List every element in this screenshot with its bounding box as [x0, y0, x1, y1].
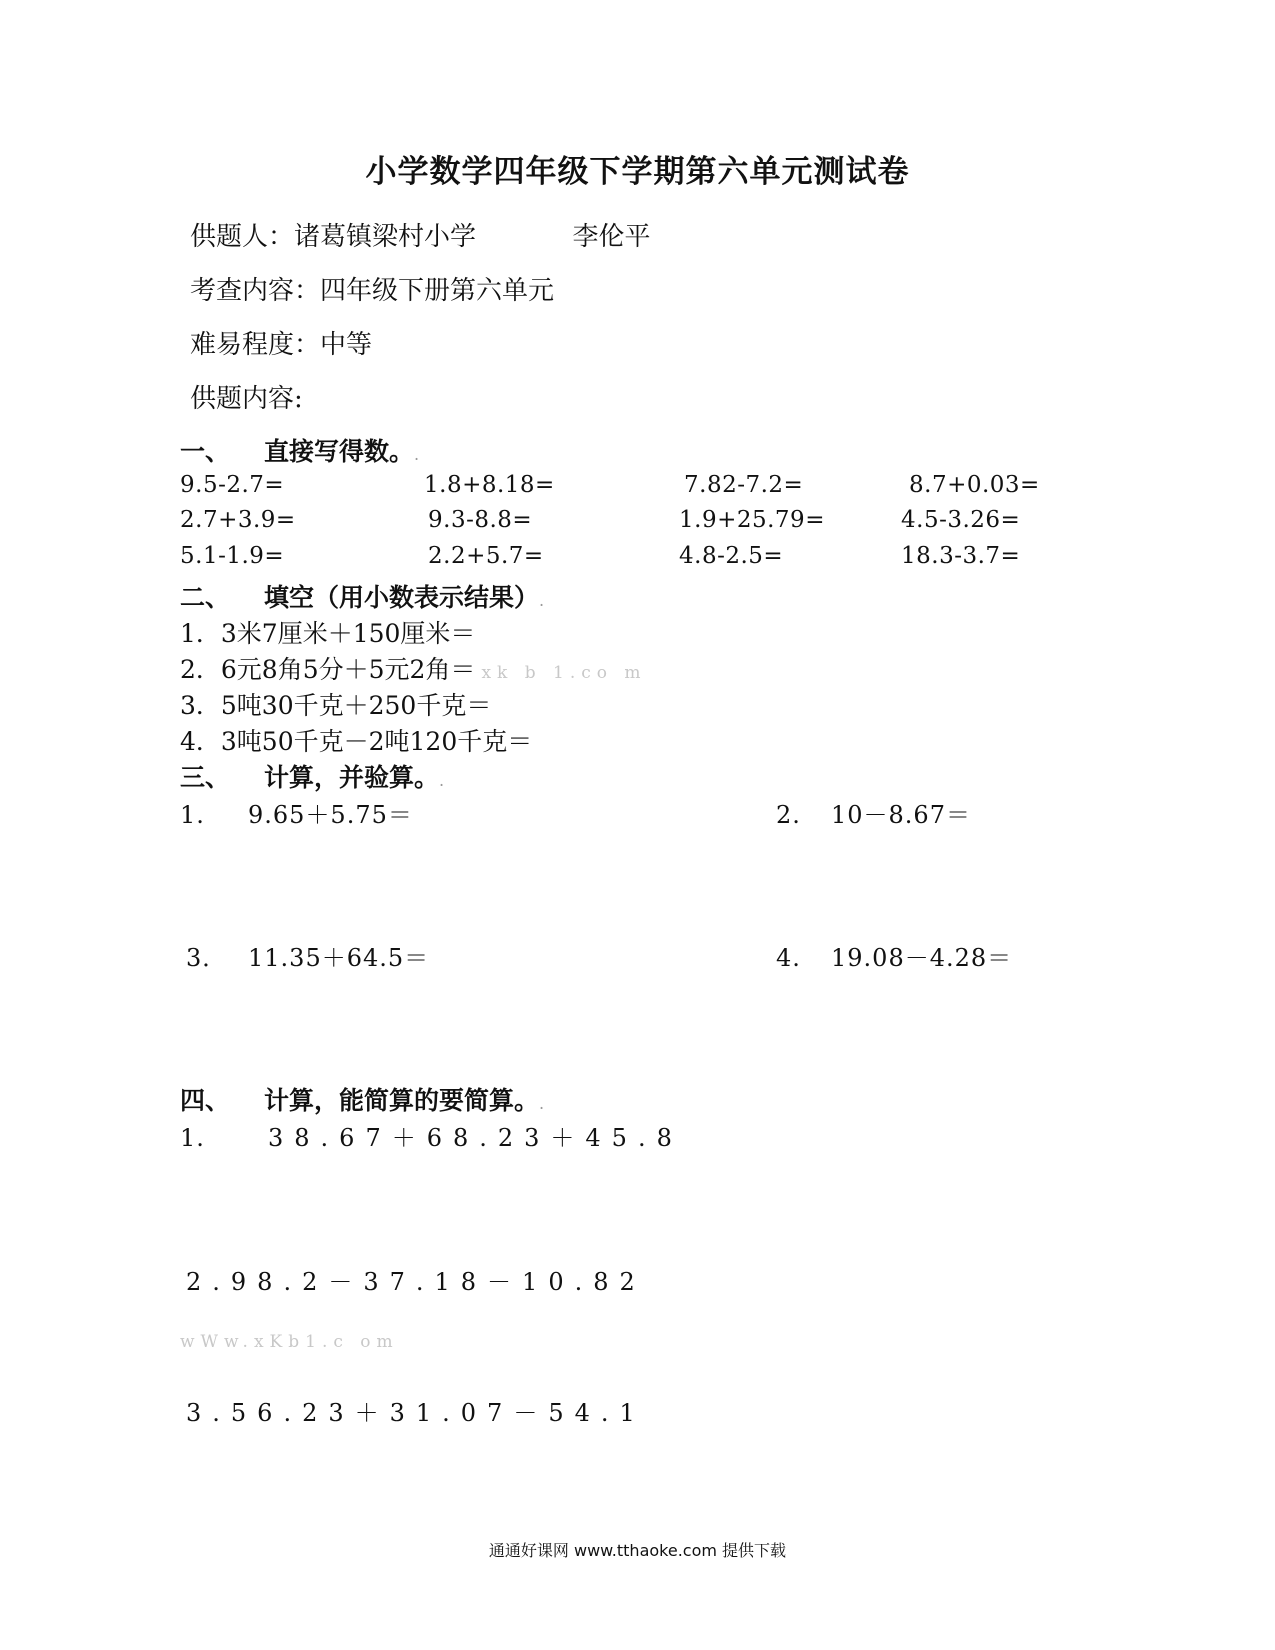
mental-item: 1.8+8.18=: [424, 472, 555, 498]
content-line: 考查内容：四年级下册第六单元: [190, 276, 555, 306]
section2-title: 填空（用小数表示结果）: [264, 583, 540, 612]
fill-item: 3．5吨30千克＋250千克＝: [180, 691, 492, 720]
fill-item: 1．3米7厘米＋150厘米＝: [180, 619, 476, 648]
watermark: wWw.xKb1.c om: [180, 1332, 399, 1352]
mental-item: 18.3-3.7=: [901, 543, 1021, 569]
simplify-item: 3.56.23＋31.07－54.1: [186, 1399, 646, 1427]
mental-item: 7.82-7.2=: [684, 472, 804, 498]
mental-item: 2.7+3.9=: [180, 507, 296, 533]
mental-item: 1.9+25.79=: [679, 507, 825, 533]
simplify-item: 2.98.2－37.18－10.82: [186, 1268, 646, 1296]
calc-item: 4. 19.08－4.28＝: [776, 944, 1013, 972]
section3-title: 计算，并验算。: [264, 763, 440, 792]
section2-num: 二、: [180, 583, 231, 612]
difficulty-line: 难易程度：中等: [190, 330, 373, 360]
section3-heading: 三、 计算，并验算。.: [180, 758, 444, 794]
section4-heading: 四、 计算，能简算的要简算。.: [180, 1081, 544, 1117]
provider-line: [190, 216, 651, 253]
calc-item: 2. 10－8.67＝: [776, 801, 971, 829]
calc-item: 3． 11.35＋64.5＝: [186, 944, 430, 972]
mental-item: 2.2+5.7=: [428, 543, 544, 569]
problems-label: 供题内容:: [190, 384, 303, 414]
calc-item: 1. 9.65＋5.75＝: [180, 801, 413, 829]
mental-item: 4.5-3.26=: [901, 507, 1021, 533]
mental-item: 4.8-2.5=: [679, 543, 784, 569]
footer-credit: 通通好课网 www.tthaoke.com 提供下载: [488, 1541, 787, 1560]
provider-name: 李伦平: [572, 222, 651, 252]
page-title: 小学数学四年级下学期第六单元测试卷: [365, 154, 910, 190]
section1-num: 一、: [180, 437, 231, 466]
mental-item: 9.5-2.7=: [180, 472, 285, 498]
mental-item: 5.1-1.9=: [180, 543, 285, 569]
section2-heading: 二、 填空（用小数表示结果）.: [180, 578, 544, 614]
watermark: xk b 1.co m: [481, 663, 647, 683]
section1-title: 直接写得数。: [264, 437, 415, 466]
mental-item: 9.3-8.8=: [428, 507, 533, 533]
section4-title: 计算，能简算的要简算。: [264, 1086, 540, 1115]
section3-num: 三、: [180, 763, 231, 792]
section4-num: 四、: [180, 1086, 231, 1115]
provider-label: 供题人：诸葛镇梁村小学: [190, 222, 477, 252]
section1-heading: 一、 直接写得数。.: [180, 432, 419, 468]
simplify-item: 1. 38.67＋68.23＋45.8: [180, 1124, 683, 1152]
mental-item: 8.7+0.03=: [909, 472, 1040, 498]
fill-item: 2．6元8角5分＋5元2角＝ xk b 1.co m: [180, 655, 647, 684]
fill-item: 4．3吨50千克－2吨120千克＝: [180, 727, 533, 756]
